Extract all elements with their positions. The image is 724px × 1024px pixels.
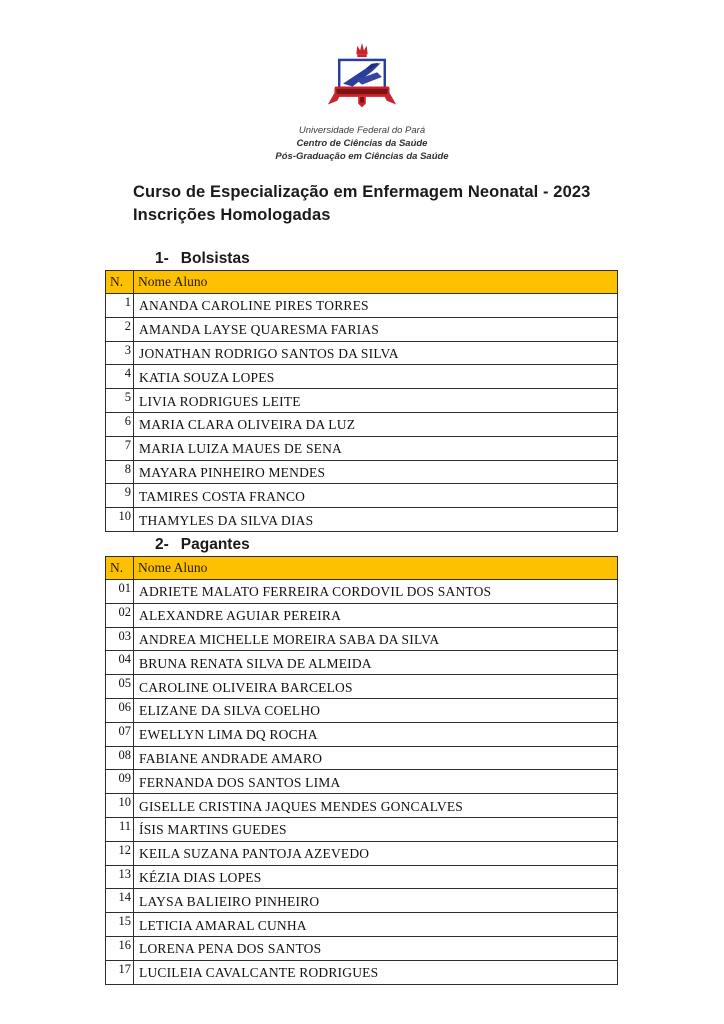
- student-name: KATIA SOUZA LOPES: [134, 365, 618, 389]
- student-name: GISELLE CRISTINA JAQUES MENDES GONCALVES: [134, 794, 618, 818]
- table-row: [106, 651, 618, 675]
- student-number: 2: [106, 317, 134, 341]
- student-name: ÍSIS MARTINS GUEDES: [134, 817, 618, 841]
- title-line-2: Inscrições Homologadas: [133, 206, 331, 224]
- student-name: ALEXANDRE AGUIAR PEREIRA: [134, 603, 618, 627]
- student-number: 1: [106, 294, 134, 318]
- table-row: [106, 913, 618, 937]
- student-number: 04: [106, 651, 134, 675]
- table-row: [106, 365, 618, 389]
- table-row: [106, 341, 618, 365]
- table-row: [106, 627, 618, 651]
- student-number: 8: [106, 460, 134, 484]
- student-name: TAMIRES COSTA FRANCO: [134, 484, 618, 508]
- student-name: THAMYLES DA SILVA DIAS: [134, 508, 618, 532]
- ufpa-crest-logo: [324, 40, 400, 114]
- table-row: [106, 317, 618, 341]
- section-label: Pagantes: [180, 535, 250, 553]
- student-name: ELIZANE DA SILVA COELHO: [134, 698, 618, 722]
- table-row: [106, 794, 618, 818]
- table-row: [106, 412, 618, 436]
- table-row: [106, 484, 618, 508]
- student-name: LAYSA BALIEIRO PINHEIRO: [134, 889, 618, 913]
- table-row: [106, 960, 618, 984]
- student-number: 06: [106, 698, 134, 722]
- student-number: 05: [106, 675, 134, 699]
- student-name: LORENA PENA DOS SANTOS: [134, 936, 618, 960]
- column-header-number: N.: [106, 271, 134, 294]
- document-title: [133, 181, 724, 227]
- student-number: 14: [106, 889, 134, 913]
- column-header-number: N.: [106, 556, 134, 579]
- table-row: [106, 508, 618, 532]
- student-number: 03: [106, 627, 134, 651]
- section-number: 1-: [155, 250, 169, 267]
- table-row: [106, 436, 618, 460]
- section-heading-pagantes: [155, 535, 724, 555]
- student-name: FERNANDA DOS SANTOS LIMA: [134, 770, 618, 794]
- student-number: 9: [106, 484, 134, 508]
- student-number: 7: [106, 436, 134, 460]
- student-number: 4: [106, 365, 134, 389]
- table-row: [106, 746, 618, 770]
- student-name: ANANDA CAROLINE PIRES TORRES: [134, 294, 618, 318]
- student-number: 3: [106, 341, 134, 365]
- student-name: LUCILEIA CAVALCANTE RODRIGUES: [134, 960, 618, 984]
- section-number: 2-: [155, 535, 169, 553]
- table-row: [106, 675, 618, 699]
- student-number: 17: [106, 960, 134, 984]
- student-name: MARIA LUIZA MAUES DE SENA: [134, 436, 618, 460]
- student-number: 10: [106, 508, 134, 532]
- student-number: 5: [106, 389, 134, 413]
- student-number: 01: [106, 579, 134, 603]
- student-number: 02: [106, 603, 134, 627]
- table-row: [106, 865, 618, 889]
- section-heading-bolsistas: [155, 249, 724, 269]
- table-row: [106, 603, 618, 627]
- student-number: 12: [106, 841, 134, 865]
- student-number: 08: [106, 746, 134, 770]
- student-number: 15: [106, 913, 134, 937]
- student-number: 07: [106, 722, 134, 746]
- student-name: BRUNA RENATA SILVA DE ALMEIDA: [134, 651, 618, 675]
- student-name: FABIANE ANDRADE AMARO: [134, 746, 618, 770]
- table-row: [106, 817, 618, 841]
- section-label: Bolsistas: [180, 250, 250, 267]
- student-name: MAYARA PINHEIRO MENDES: [134, 460, 618, 484]
- bolsistas-table: [105, 270, 618, 532]
- student-name: KEILA SUZANA PANTOJA AZEVEDO: [134, 841, 618, 865]
- student-name: EWELLYN LIMA DQ ROCHA: [134, 722, 618, 746]
- table-header-row: [106, 271, 618, 294]
- student-name: CAROLINE OLIVEIRA BARCELOS: [134, 675, 618, 699]
- student-number: 16: [106, 936, 134, 960]
- column-header-name: Nome Aluno: [134, 271, 618, 294]
- table-row: [106, 889, 618, 913]
- student-name: LIVIA RODRIGUES LEITE: [134, 389, 618, 413]
- student-name: KÉZIA DIAS LOPES: [134, 865, 618, 889]
- table-row: [106, 460, 618, 484]
- student-name: MARIA CLARA OLIVEIRA DA LUZ: [134, 412, 618, 436]
- student-name: ANDREA MICHELLE MOREIRA SABA DA SILVA: [134, 627, 618, 651]
- table-header-row: [106, 556, 618, 579]
- student-number: 6: [106, 412, 134, 436]
- table-row: [106, 936, 618, 960]
- table-row: [106, 294, 618, 318]
- student-number: 09: [106, 770, 134, 794]
- table-row: [106, 389, 618, 413]
- student-name: JONATHAN RODRIGO SANTOS DA SILVA: [134, 341, 618, 365]
- table-row: [106, 722, 618, 746]
- student-name: ADRIETE MALATO FERREIRA CORDOVIL DOS SANTOS: [134, 579, 618, 603]
- student-number: 10: [106, 794, 134, 818]
- table-row: [106, 841, 618, 865]
- table-row: [106, 698, 618, 722]
- student-number: 13: [106, 865, 134, 889]
- center-name: Centro de Ciências da Saúde: [296, 138, 428, 149]
- university-name: Universidade Federal do Pará: [298, 125, 426, 136]
- student-name: AMANDA LAYSE QUARESMA FARIAS: [134, 317, 618, 341]
- table-row: [106, 770, 618, 794]
- student-number: 11: [106, 817, 134, 841]
- institution-header: [0, 0, 724, 163]
- column-header-name: Nome Aluno: [134, 556, 618, 579]
- title-line-1: Curso de Especialização em Enfermagem Neonatal - 2023: [133, 183, 591, 201]
- table-row: [106, 579, 618, 603]
- program-name: Pós-Graduação em Ciências da Saúde: [275, 151, 449, 162]
- student-name: LETICIA AMARAL CUNHA: [134, 913, 618, 937]
- pagantes-table: [105, 556, 618, 985]
